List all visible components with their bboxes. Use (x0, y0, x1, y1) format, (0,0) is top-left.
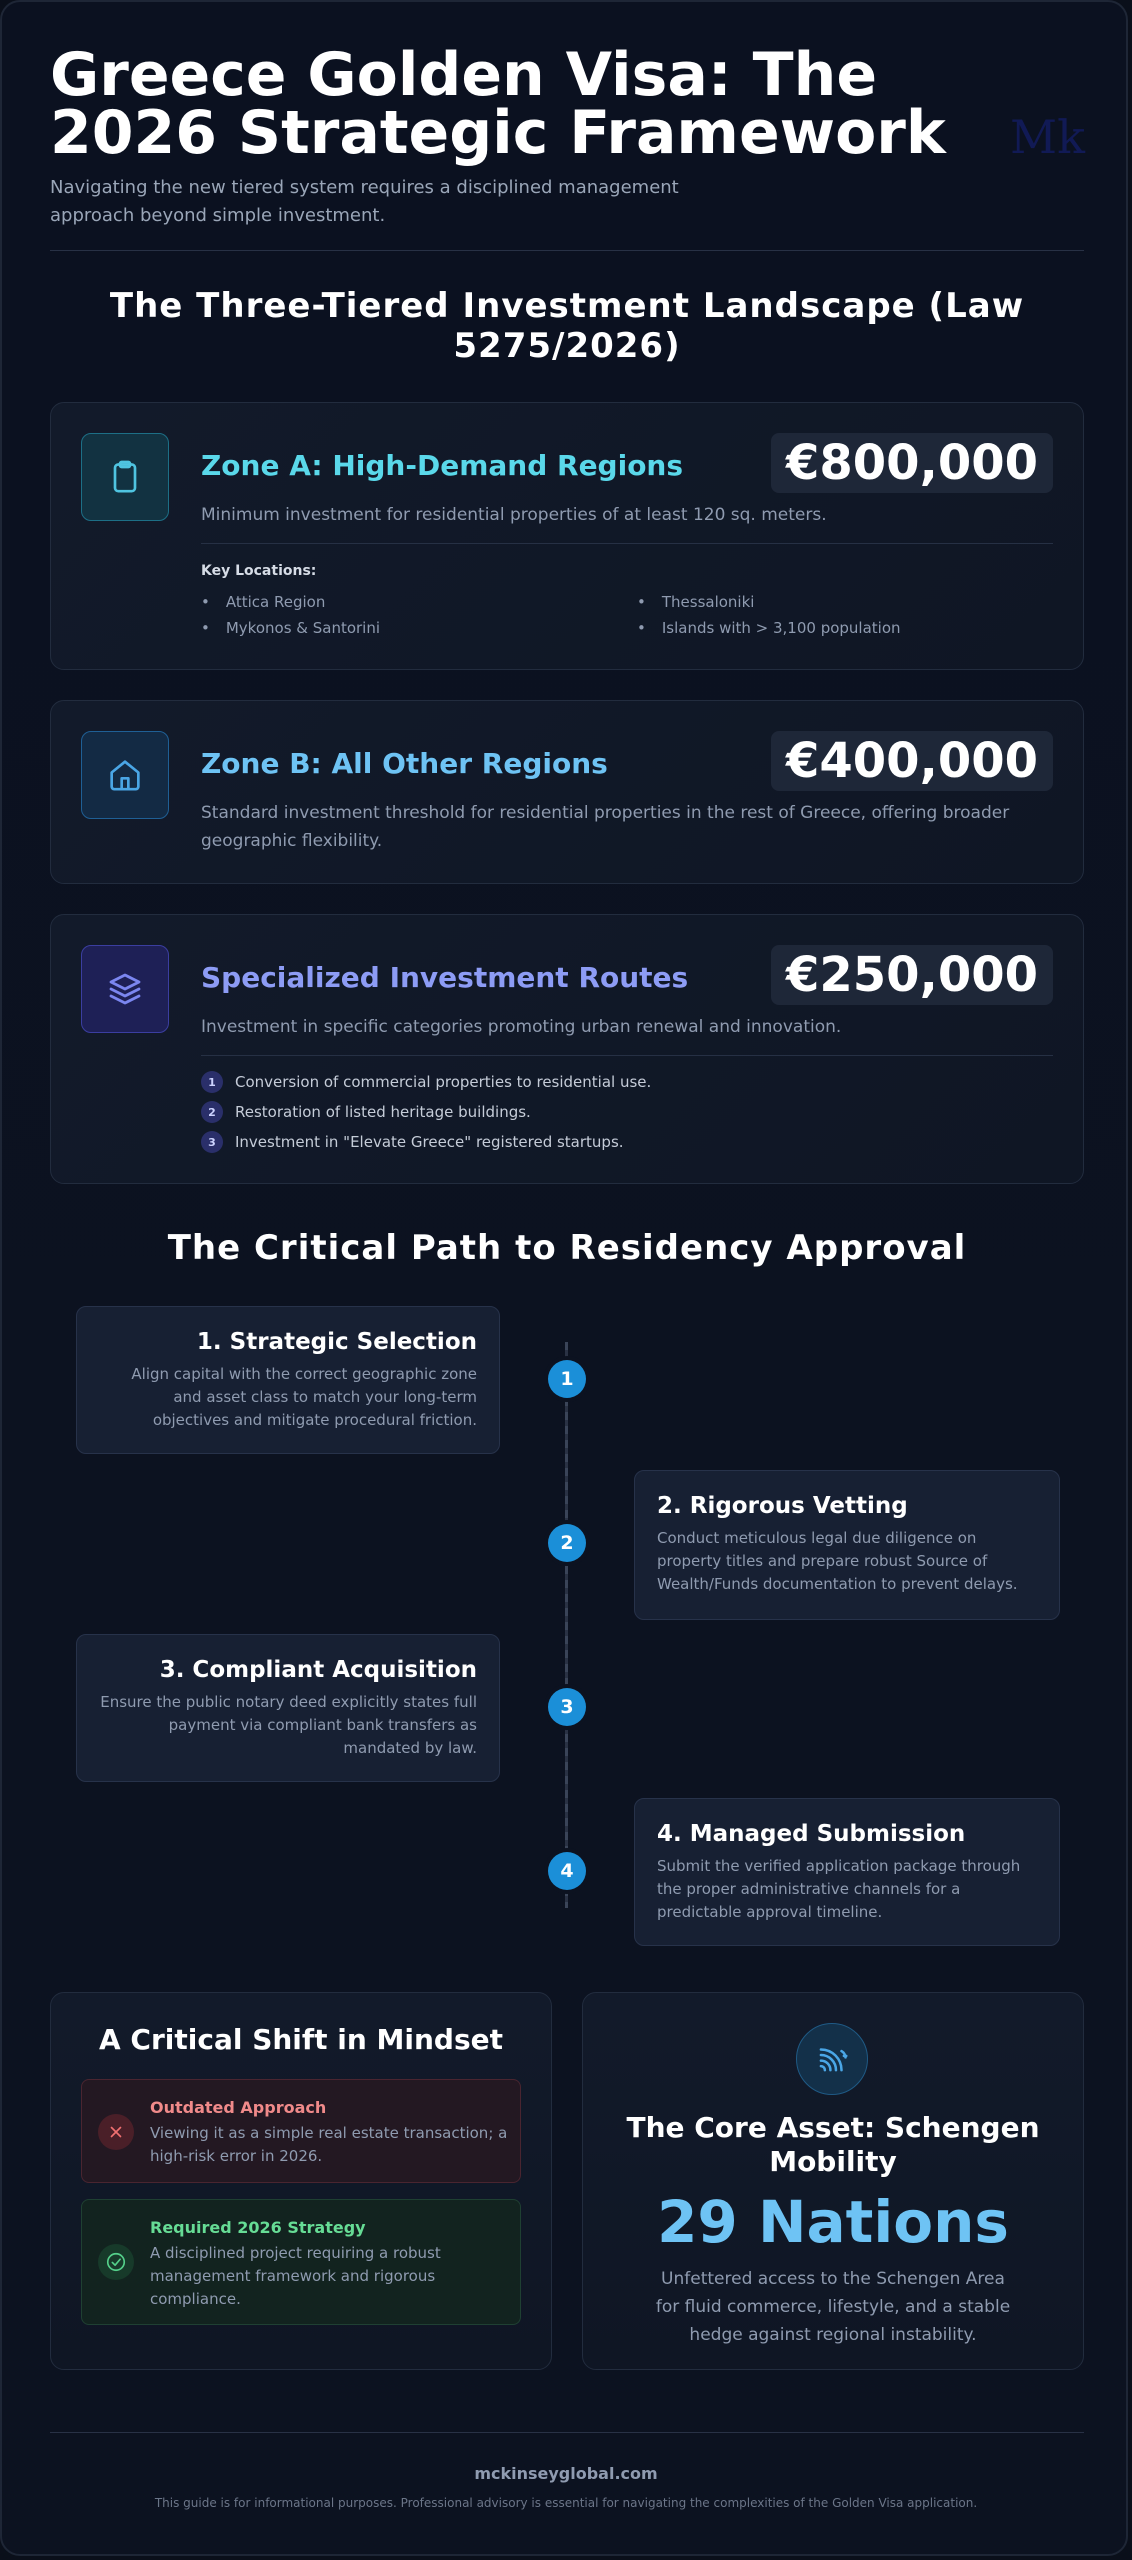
route-number: 2 (201, 1101, 223, 1123)
core-title: The Core Asset: Schengen Mobility (626, 2111, 1040, 2178)
zone-a-title: Zone A: High-Demand Regions (201, 449, 684, 482)
special-title: Specialized Investment Routes (201, 961, 689, 994)
step-card-3 (76, 1634, 500, 1782)
step-title: 3. Compliant Acquisition (159, 1657, 477, 1683)
step-card-4 (634, 1798, 1060, 1946)
divider (201, 1055, 1053, 1056)
route-text: Restoration of listed heritage buildings. (235, 1103, 531, 1121)
mindset-card (50, 1992, 552, 2370)
step-title: 2. Rigorous Vetting (657, 1493, 908, 1519)
required-desc: A disciplined project requiring a robust management framework and rigorous compliance. (150, 2244, 441, 2308)
footer-site-link[interactable]: mckinseyglobal.com (474, 2464, 658, 2483)
core-asset-card (582, 1992, 1084, 2370)
step-node-1: 1 (548, 1360, 586, 1398)
step-node-2: 2 (548, 1524, 586, 1562)
step-title: 4. Managed Submission (657, 1821, 966, 1847)
house-icon (81, 731, 169, 819)
route-text: Investment in "Elevate Greece" registered startups. (235, 1133, 624, 1151)
core-stat: 29 Nations (657, 2188, 1009, 2256)
outdated-title: Outdated Approach (150, 2098, 327, 2117)
step-card-2 (634, 1470, 1060, 1620)
key-locations-label: Key Locations: (201, 563, 317, 579)
step-title: 1. Strategic Selection (196, 1329, 477, 1355)
step-card-1 (76, 1306, 500, 1454)
signal-icon (796, 2023, 868, 2095)
special-price: €250,000 (771, 945, 1053, 1005)
special-routes-card (50, 914, 1084, 1184)
divider (201, 543, 1053, 544)
required-title: Required 2026 Strategy (150, 2218, 366, 2237)
page-subtitle: Navigating the new tiered system requires a disciplined management approach beyond simple investment. (50, 177, 679, 226)
path-title: The Critical Path to Residency Approval (167, 1228, 967, 1268)
route-item (201, 1071, 651, 1093)
page-title: Greece Golden Visa: The 2026 Strategic Framework (50, 40, 946, 168)
step-desc: Conduct meticulous legal due diligence on property titles and prepare robust Source of Wealth/Funds documentation to prevent delays. (657, 1529, 1018, 1593)
route-item (201, 1131, 624, 1153)
footer-disclaimer: This guide is for informational purposes. Professional advisory is essential for navigating the complexities of the Golden Visa application. (154, 2496, 978, 2510)
layers-icon (81, 945, 169, 1033)
route-number: 3 (201, 1131, 223, 1153)
step-node-4: 4 (548, 1852, 586, 1890)
clipboard-icon (81, 433, 169, 521)
spacer (50, 2420, 1084, 2421)
logo: Mk (1010, 110, 1085, 164)
step-desc: Ensure the public notary deed explicitly states full payment via compliant bank transfers as mandated by law. (100, 1693, 477, 1757)
zone-b-desc: Standard investment threshold for residential properties in the rest of Greece, offering broader geographic flexibility. (201, 803, 1010, 851)
location-item: • Thessaloniki (637, 593, 754, 611)
landscape-title: The Three-Tiered Investment Landscape (Law 5275/2026) (109, 286, 1025, 366)
location-item: • Attica Region (201, 593, 325, 611)
x-icon (98, 2114, 134, 2150)
step-desc: Align capital with the correct geographic zone and asset class to match your long-term objectives and mitigate procedural friction. (131, 1365, 477, 1429)
step-desc: Submit the verified application package through the proper administrative channels for a predictable approval timeline. (657, 1857, 1021, 1921)
core-desc: Unfettered access to the Schengen Area for fluid commerce, lifestyle, and a stable hedge against regional instability. (655, 2269, 1011, 2345)
zone-b-price: €400,000 (771, 731, 1053, 791)
check-circle-icon (98, 2244, 134, 2280)
location-item: • Islands with > 3,100 population (637, 619, 901, 637)
divider (50, 250, 1084, 251)
mindset-title: A Critical Shift in Mindset (99, 2023, 503, 2056)
divider (50, 2432, 1084, 2433)
route-item (201, 1101, 531, 1123)
route-text: Conversion of commercial properties to residential use. (235, 1073, 652, 1091)
zone-b-title: Zone B: All Other Regions (201, 747, 608, 780)
timeline-line (565, 1342, 568, 1908)
required-strategy (81, 2199, 521, 2325)
outdated-approach (81, 2079, 521, 2183)
outdated-desc: Viewing it as a simple real estate transaction; a high-risk error in 2026. (150, 2124, 508, 2165)
zone-a-card (50, 402, 1084, 670)
zone-a-desc: Minimum investment for residential properties of at least 120 sq. meters. (201, 505, 827, 525)
zone-a-price: €800,000 (771, 433, 1053, 493)
step-node-3: 3 (548, 1688, 586, 1726)
special-desc: Investment in specific categories promoting urban renewal and innovation. (201, 1017, 842, 1037)
location-item: • Mykonos & Santorini (201, 619, 380, 637)
zone-b-card (50, 700, 1084, 884)
route-number: 1 (201, 1071, 223, 1093)
